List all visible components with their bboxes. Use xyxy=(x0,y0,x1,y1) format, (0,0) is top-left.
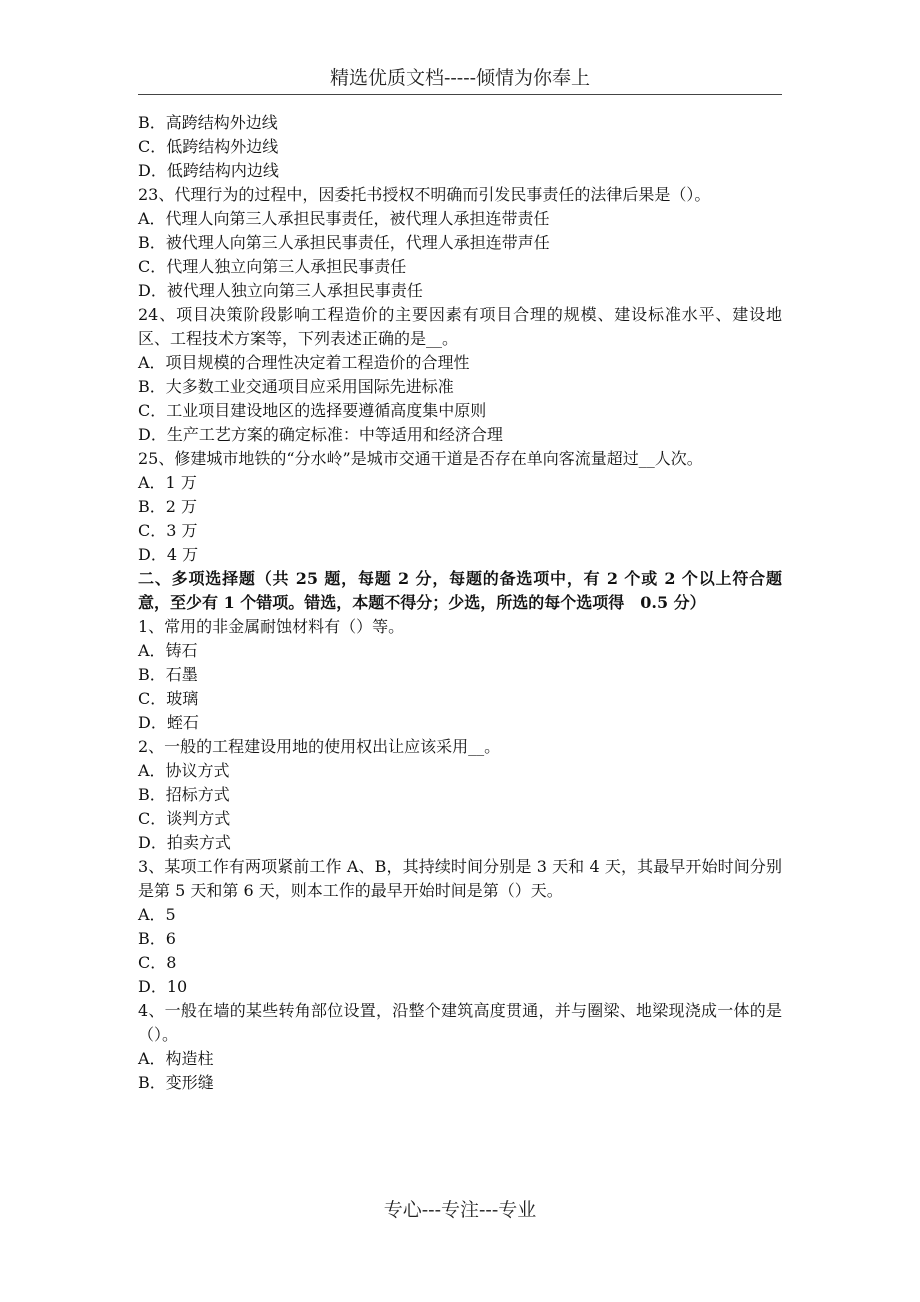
text-line: D．生产工艺方案的确定标准：中等适用和经济合理 xyxy=(138,425,503,444)
text-line: B．2 万 xyxy=(138,497,198,516)
page-footer: 专心---专注---专业 xyxy=(383,1199,537,1221)
text-line: 23、代理行为的过程中，因委托书授权不明确而引发民事责任的法律后果是（）。 xyxy=(138,185,711,204)
text-line: D．拍卖方式 xyxy=(138,833,231,852)
text-line: C．8 xyxy=(138,953,177,972)
section-heading: 二、多项选择题（共 25 题，每题 2 分，每题的备选项中，有 2 个或 2 个以上符合题意，至少有 1 个错项。错选，本题不得分；少选，所选的每个选项得 0.5 分） xyxy=(138,569,782,612)
text-line: 4、一般在墙的某些转角部位设置，沿整个建筑高度贯通，并与圈梁、地梁现浇成一体的是（）。 xyxy=(138,1001,782,1044)
text-line: A．5 xyxy=(138,905,176,924)
text-line: D．10 xyxy=(138,977,188,996)
text-line: A．代理人向第三人承担民事责任，被代理人承担连带责任 xyxy=(138,209,550,228)
text-line: 3、某项工作有两项紧前工作 A、B，其持续时间分别是 3 天和 4 天，其最早开始时间分别是第 5 天和第 6 天，则本工作的最早开始时间是第（）天。 xyxy=(138,857,782,900)
text-line: 1、常用的非金属耐蚀材料有（）等。 xyxy=(138,617,405,636)
text-line: 2、一般的工程建设用地的使用权出让应该采用__。 xyxy=(138,737,501,756)
text-line: A．项目规模的合理性决定着工程造价的合理性 xyxy=(138,353,470,372)
text-line: B．大多数工业交通项目应采用国际先进标准 xyxy=(138,377,454,396)
text-line: A．构造柱 xyxy=(138,1049,214,1068)
text-line: B．招标方式 xyxy=(138,785,230,804)
text-line: C．代理人独立向第三人承担民事责任 xyxy=(138,257,407,276)
page-header: 精选优质文档-----倾情为你奉上 xyxy=(329,67,591,89)
header-divider xyxy=(138,94,782,95)
text-line: B．6 xyxy=(138,929,176,948)
text-line: B．被代理人向第三人承担民事责任，代理人承担连带声任 xyxy=(138,233,550,252)
text-line: D．4 万 xyxy=(138,545,199,564)
text-line: B．石墨 xyxy=(138,665,198,684)
text-line: B．变形缝 xyxy=(138,1073,214,1092)
text-line: 25、修建城市地铁的“分水岭”是城市交通干道是否存在单向客流量超过__人次。 xyxy=(138,449,703,468)
text-line: A．协议方式 xyxy=(138,761,230,780)
text-line: A．1 万 xyxy=(138,473,197,492)
text-line: C．谈判方式 xyxy=(138,809,231,828)
document-body xyxy=(138,111,782,1095)
text-line: D．低跨结构内边线 xyxy=(138,161,279,180)
text-line: C．低跨结构外边线 xyxy=(138,137,279,156)
text-line: B．高跨结构外边线 xyxy=(138,113,278,132)
text-line: C．工业项目建设地区的选择要遵循高度集中原则 xyxy=(138,401,487,420)
text-line: C．3 万 xyxy=(138,521,198,540)
text-line: 24、项目决策阶段影响工程造价的主要因素有项目合理的规模、建设标准水平、建设地区、工程技术方案等，下列表述正确的是__。 xyxy=(138,305,782,348)
text-line: C．玻璃 xyxy=(138,689,199,708)
text-line: D．被代理人独立向第三人承担民事责任 xyxy=(138,281,423,300)
text-line: A．铸石 xyxy=(138,641,198,660)
text-line: D．蛭石 xyxy=(138,713,199,732)
